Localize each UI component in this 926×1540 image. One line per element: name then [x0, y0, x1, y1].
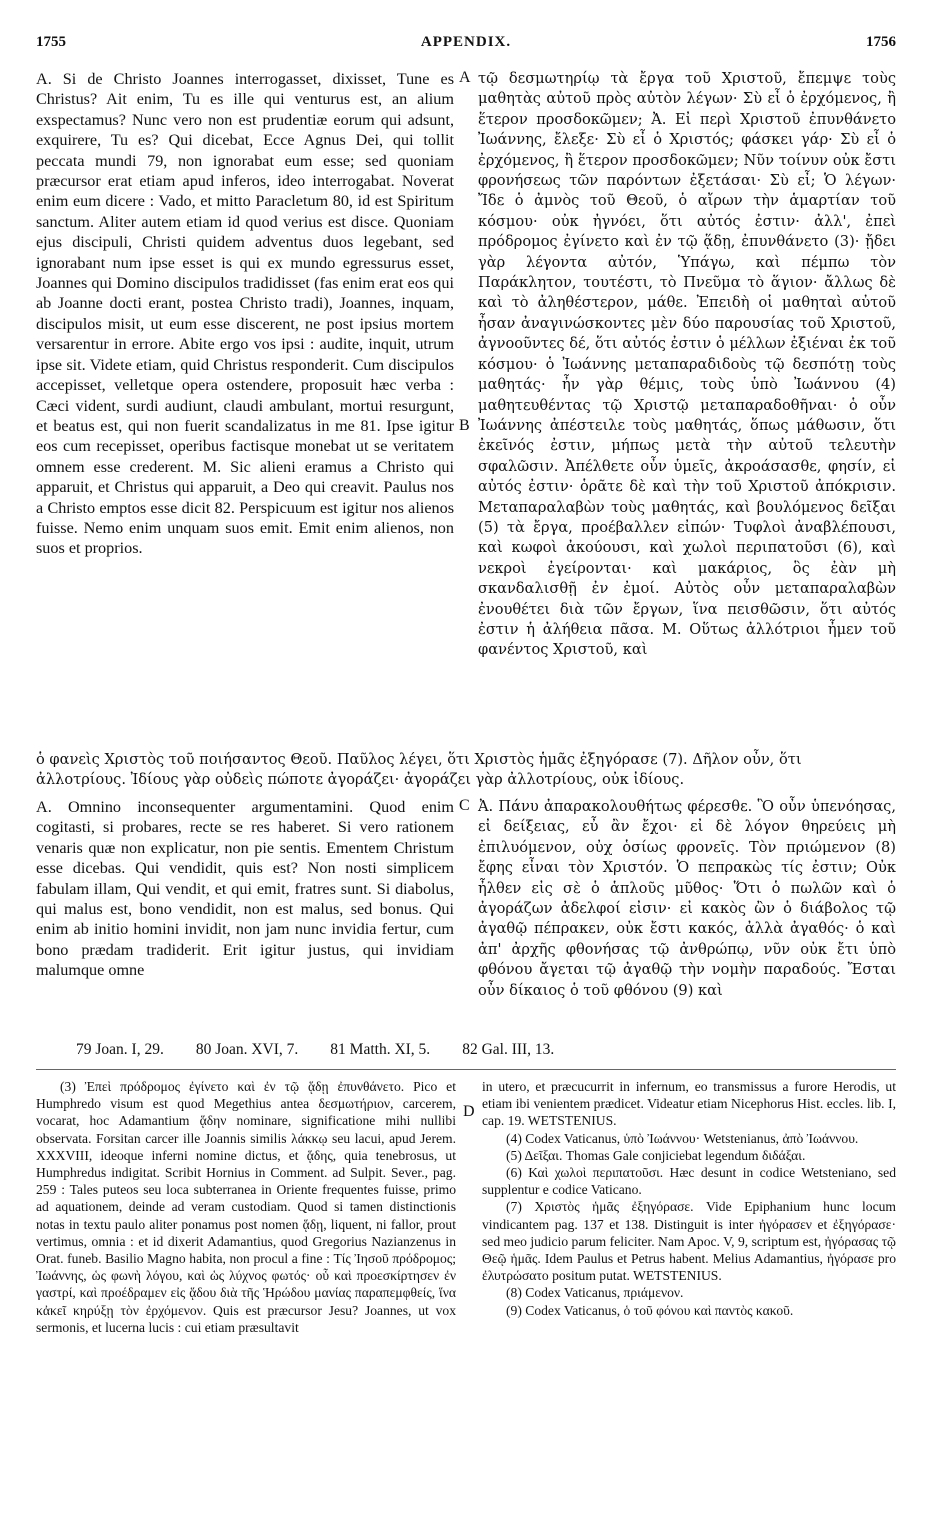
latin-column-lower — [36, 797, 454, 981]
greek-column-upper — [478, 69, 896, 661]
left-page-number: 1755 — [36, 34, 66, 50]
margin-letter-b: B — [459, 417, 470, 434]
greek-span-paragraph: ὁ φανεὶς Χριστὸς τοῦ ποιήσαντος Θεοῦ. Παῦλος λέγει, ὅτι Χριστὸς ἡμᾶς ἐξηγόρασε (7). Δῆλον οὖν, ὅτι ἀλλοτρίους. Ἰδίους γὰρ οὐδεὶς πώποτε ἀγοράζει· ἀγοράζει γὰρ ἀλλοτρίους, οὐκ ἰδίους. — [36, 751, 802, 789]
latin-paragraph: A. Si de Christo Joannes interrogasset, dixisset, Tune es Christus? Ait enim, Tu es ille qui venturus est, an alium exspectamus? Nunc vero non est prudentiæ eorum qui adsunt, exquirere, Tu es? Qui dicebat, Ecce Agnus Dei, qui tollit peccata mundi 79, non ignorabat eum esse; sed quoniam præcursor erat etiam apud inferos, ideo interrogabat. Noverat enim eum dicere : Vado, et mitto Paracletum 80, id est Spiritum sanctum. Aliter autem etiam id quod verius est disce. Quoniam ejus discipuli, Christi quidem adventus duos legebant, sed ignorabant num ipse esset is qui ex mundo egressurus esset, Joannes qui Domino discipulos tradidisset (fas enim erat eos qui ab Joanne docti erant, postea Christo tradi), Joannes, inquam, discipulos misit, ut eum esse discerent, ne post ipsius mortem versarentur in errore. Abite ergo vos ipsi : audite, inquit, utrum ipse sit. Videte etiam, quid Christus responderit. Cum discipulos accepisset, velletque opera ostendere, proposuit hæc verba : Cæci vident, surdi audiunt, claudi ambulant, mortui resurgunt, et beatus est, qui non fuerit scandalizatus in me 81. Ipse igitur eos cum recepisset, operibus factisque monebat ut se veritatem omnem esse crederent. M. Sic alieni eramus a Christo qui apparuit, et Christus qui apparuit, a Deo qui creavit. Paulus nos a Christo emptos esse dicit 82. Perspicuum est igitur nos alienos fuisse. Nemo enim unquam suos emit. Emit enim alienos, non suos et proprios. — [36, 70, 454, 558]
footnote-7: (7) Χριστὸς ἡμᾶς ἐξηγόρασε. Vide Epiphanium hunc locum vindicantem pag. 137 et 138. Distinguit is inter ἠγόρασεν et ἐξηγόρασε· sed meo judicio parum feliciter. Nam Apoc. V, 9, scriptum est, ἠγόρασας τῷ Θεῷ ἡμᾶς. Idem Paulus et Petrus habent. Melius Adamantius, ἠγόρασε pro ἐλυτρώσατο positum putat. WETSTENIUS. — [482, 1199, 896, 1284]
running-title: APPENDIX. — [420, 34, 512, 50]
latin-paragraph-2: A. Omnino inconsequenter argumentamini. Quod enim cogitasti, si probares, recte se res haberet. Si vero rationem venaris quæ non explicatur, non pie sentis. Ementem Christum esse dicebas. Qui vendidit, quis est? Non nosti simplicem fabulam illam, Qui vendit, et qui emit, fratres sunt. Si diabolus, qui malus est, bono vendidit, non est malus, sed bonus. Qui enim ab initio homini invidit, non jam nunc invidia fertur, cum bono prædam tradiderit. Erit igitur justus, qui invidiam malumque omne — [36, 798, 454, 980]
footnotes-right — [482, 1078, 896, 1319]
running-header — [36, 34, 896, 56]
footnote-6: (6) Καὶ χωλοὶ περιπατοῦσι. Hæc desunt in codice Wetsteniano, sed supplentur e codice Vaticano. — [482, 1165, 896, 1198]
margin-letter-a: A — [459, 69, 471, 86]
greek-paragraph: τῷ δεσμωτηρίῳ τὰ ἔργα τοῦ Χριστοῦ, ἔπεμψε τοὺς μαθητὰς αὐτοῦ πρὸς αὐτὸν λέγων· Σὺ εἶ ὁ ἐρχόμενος, ἢ ἕτερον προσδοκῶμεν; Ἀ. Εἰ περὶ Χριστοῦ ἐπυνθάνετο Ἰωάννης, ἔλεξε· Σὺ εἶ ὁ Χριστός; φάσκει γάρ· Σὺ εἶ ὁ ἐρχόμενος, ἢ ἕτερον προσδοκῶμεν; Νῦν τοίνυν οὐκ ἔστι φρονήσεως τῶν παρόντων ἐξετάσαι· Σὺ εἶ; Ὁ λέγων· Ἴδε ὁ ἀμνὸς τοῦ Θεοῦ, ὁ αἴρων τὴν ἁμαρτίαν τοῦ κόσμου· οὐκ ἠγνόει, ὅτι αὐτός ἐστιν· ἀλλ', ἐπεὶ πρόδρομος ἐγίνετο καὶ ἐν τῷ ᾅδῃ, ἐπυνθάνετο (3)· ᾔδει γὰρ λέγοντα αὐτόν, Ὑπάγω, καὶ πέμπω τὸν Παράκλητον, τουτέστι, τὸ Πνεῦμα τὸ ἅγιον· ἄλλως δὲ καὶ τὸ ἀληθέστερον, μάθε. Ἐπειδὴ οἱ μαθηταὶ αὐτοῦ ἦσαν ἀναγινώσκοντες μὲν δύο παρουσίας τοῦ Χριστοῦ, ἀγνοοῦντες δέ, ὅτι αὐτός ἐστιν ὁ μέλλων ἐξιέναι ἐκ τοῦ κόσμου· ὁ Ἰωάννης μεταπαραδιδοὺς τῷ δεσπότῃ τοὺς μαθητάς· ἦν γὰρ θέμις, τοὺς ὑπὸ Ἰωάννου (4) μαθητευθέντας τῷ Χριστῷ μεταπαραδοθῆναι· ὁ οὖν Ἰωάννης ἀπέστειλε τοὺς μαθητάς, ὅπως μάθωσιν, ὅτι ἐκεῖνός ἐστιν, μήπως μετὰ τὴν αὐτοῦ τελευτὴν σφαλῶσιν. Ἀπέλθετε οὖν ὑμεῖς, ἀκροάσασθε, φησίν, εἰ αὐτός ἐστιν· ὁρᾶτε δὲ καὶ τὴν τοῦ Χριστοῦ ἀπόκρισιν. Μεταπαραλαβὼν τοὺς μαθητάς, καὶ βουλόμενος δεῖξαι (5) τὰ ἔργα, προέβαλλεν εἰπών· Τυφλοὶ ἀναβλέπουσι, καὶ κωφοὶ ἀκούουσι, καὶ χωλοὶ περιπατοῦσι (6), καὶ νεκροὶ ἐγείρονται· καὶ μακάριος, ὃς ἐὰν μὴ σκανδαλισθῇ ἐν ἐμοί. Αὐτὸς οὖν μεταπαραλαβὼν ἐνουθέτει διὰ τῶν ἔργων, ἵνα πεισθῶσιν, ὅτι αὐτός ἐστιν ἡ ἀλήθεια πᾶσα. Μ. Οὕτως ἀλλότριοι ἦμεν τοῦ φανέντος Χριστοῦ, καὶ — [478, 70, 896, 659]
reference-item: 80 Joan. XVI, 7. — [195, 1041, 299, 1058]
margin-letter-d: D — [463, 1103, 475, 1120]
scripture-references — [76, 1041, 896, 1059]
reference-item: 81 Matth. XI, 5. — [330, 1041, 431, 1058]
reference-item: 79 Joan. I, 29. — [76, 1041, 164, 1058]
footnote-3: (3) Ἐπεὶ πρόδρομος ἐγίνετο καὶ ἐν τῷ ᾅδῃ ἐπυνθάνετο. Pico et Humphredo visum est quod Megethius antea δεσμωτήριον, carcerem, vocarat, hoc Adamantium ᾅδην nominare, significatione mihi nullibi observata. Forsitan carcer ille Joannis similis λάκκῳ seu lacui, apud Jerem. XXXVIII, ideoque inferni nomine dictus, et ᾅδης, quia tenebrosus, ut Humphredus indigitat. Scribit Hornius in Comment. ad Sulpit. Sever., pag. 259 : Tales puteos seu loca subterranea in Oriente frequentes fuisse, primo ad aquationem, deinde ad veram custodiam. Quod si tamen distinctionis notas in textu paulo aliter ponamus post nomen ᾅδῃ, liquent, ni fallor, prout vertimus, omnia : et id dixerit Adamantius, quod Gregorius Nazianzenus in Orat. funeb. Basilio Magno habita, non procul a fine : Τίς Ἰησοῦ πρόδρομος; Ἰωάννης, ὡς φωνὴ λόγου, καὶ ὡς λύχνος φωτός· οὗ καὶ προεσκίρτησεν ἐν γαστρί, καὶ προέδραμεν εἰς ᾅδου διὰ τῆς Ἡρώδου μανίας παραπεμφθείς, ἵνα κἀκεῖ κηρύξῃ τὸν ἐρχόμενον. Quis est præcursor Jesu? Joannes, ut vox sermonis, et lucerna lucis : cui etiam præsultavit — [36, 1079, 456, 1335]
footnote-divider — [36, 1069, 896, 1070]
margin-letter-c: C — [459, 797, 470, 814]
right-page-number: 1756 — [866, 34, 896, 50]
greek-spanning-lines — [36, 750, 896, 791]
footnote-5: (5) Δεῖξαι. Thomas Gale conjiciebat legendum διδάξαι. — [506, 1147, 806, 1163]
footnote-continuation: in utero, et præcucurrit in infernum, eo transmissus a furore Herodis, ut etiam ibi venientem prædicet. Videatur etiam Nicephorus Hist. eccles. lib. I, cap. 19. WETSTENIUS. — [482, 1079, 896, 1129]
greek-column-lower — [478, 797, 896, 1001]
footnote-8: (8) Codex Vaticanus, πριάμενον. — [506, 1285, 684, 1301]
footnote-4: (4) Codex Vaticanus, ὑπὸ Ἰωάννου· Wetstenianus, ἀπὸ Ἰωάννου. — [506, 1130, 859, 1146]
greek-paragraph-2: Ἀ. Πάνυ ἀπαρακολουθήτως φέρεσθε. Ὃ οὖν ὑπενόησας, εἰ δείξειας, εὖ ἂν ἔχοι· εἰ δὲ λόγον θηρεύεις μὴ ἐπιλυόμενον, οὐχ ὁσίως φρονεῖς. Τὸν πριώμενον (8) ἔφης εἶναι τὸν Χριστόν. Ὁ πεπρακὼς τίς ἐστιν; Οὐκ ἦλθεν εἰς σὲ ὁ ἁπλοῦς μῦθος· Ὅτι ὁ πωλῶν καὶ ὁ ἀγοράζων ἀδελφοί εἰσιν· εἰ κακὸς ὢν ὁ διάβολος τῷ ἀγαθῷ πέπρακεν, οὐκ ἔστι κακός, ἀλλὰ ἀγαθός· ὁ καὶ ἀπ' ἀρχῆς φθονήσας τῷ ἀνθρώπῳ, νῦν οὐκ ἔτι ὑπὸ φθόνου ἄγεται τῷ ἀγαθῷ τὴν νομὴν παραδούς. Ἔσται οὖν δίκαιος ὁ τοῦ φθόνου (9) καὶ — [478, 798, 896, 999]
footnote-9: (9) Codex Vaticanus, ὁ τοῦ φόνου καὶ παντὸς κακοῦ. — [506, 1302, 794, 1318]
footnotes-left — [36, 1078, 456, 1336]
latin-column-upper — [36, 69, 454, 559]
reference-item: 82 Gal. III, 13. — [462, 1041, 555, 1058]
